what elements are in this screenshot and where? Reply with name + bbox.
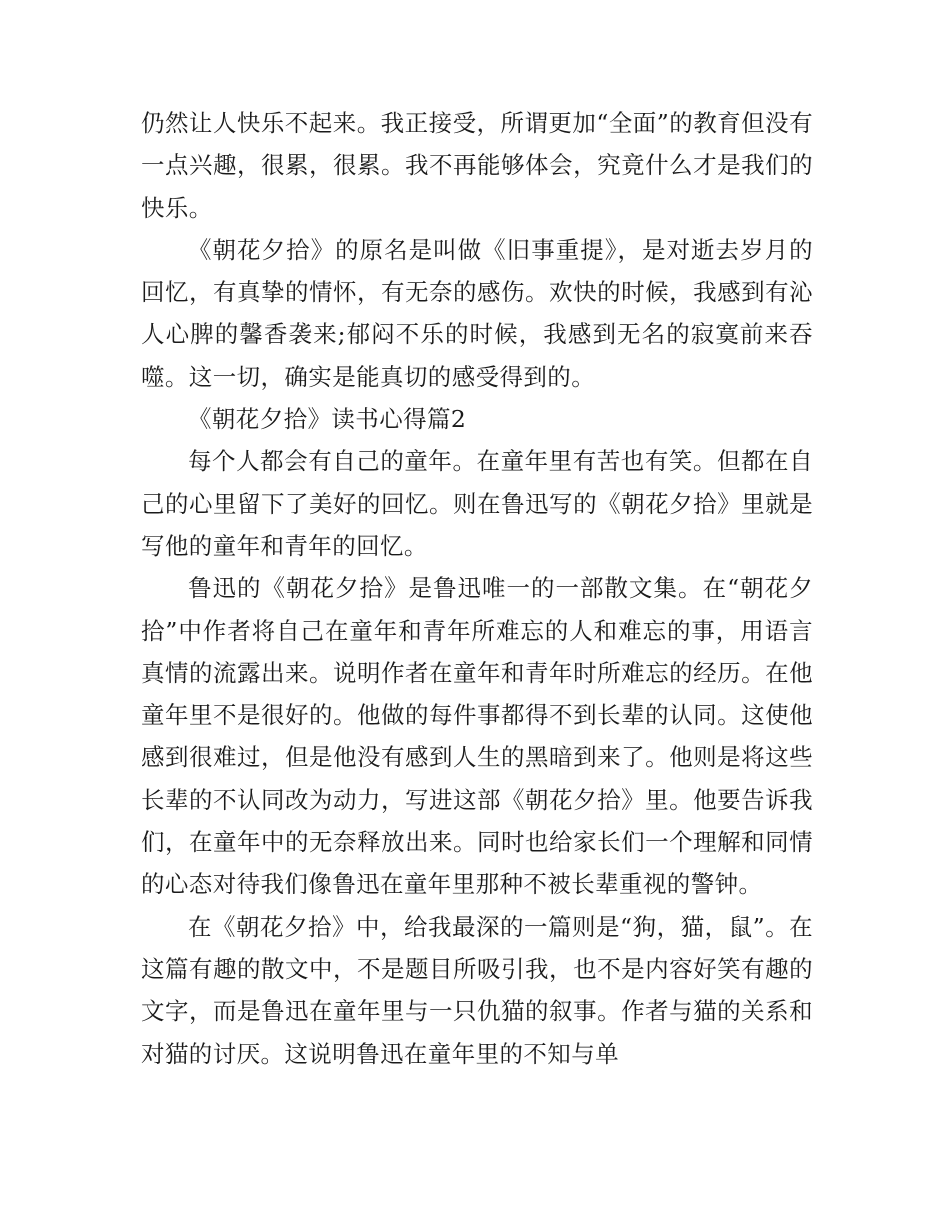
paragraph-dog-cat-mouse: 在《朝花夕拾》中，给我最深的一篇则是“狗，猫，鼠”。在这篇有趣的散文中，不是题目所吸引我，也不是内容好笑有趣的文字，而是鲁迅在童年里与一只仇猫的叙事。作者与猫的关系和对猫的讨厌。这说明鲁迅在童年里的不知与单	[141, 912, 813, 1068]
paragraph-essay-collection: 鲁迅的《朝花夕拾》是鲁迅唯一的一部散文集。在“朝花夕拾”中作者将自己在童年和青年所难忘的人和难忘的事，用语言真情的流露出来。说明作者在童年和青年时所难忘的经历。在他童年里不是很好的。他做的每件事都得不到长辈的认同。这使他感到很难过，但是他没有感到人生的黑暗到来了。他则是将这些长辈的不认同改为动力，写进这部《朝花夕拾》里。他要告诉我们，在童年中的无奈释放出来。同时也给家长们一个理解和同情的心态对待我们像鲁迅在童年里那种不被长辈重视的警钟。	[141, 574, 813, 899]
document-body	[141, 102, 813, 1075]
paragraph-original-title: 《朝花夕拾》的原名是叫做《旧事重提》，是对逝去岁月的回忆，有真挚的情怀，有无奈的感伤。欢快的时候，我感到有沁人心脾的馨香袭来;郁闷不乐的时候，我感到无名的寂寞前来吞噬。这一切，确实是能真切的感受得到的。	[141, 235, 813, 391]
paragraph-childhood: 每个人都会有自己的童年。在童年里有苦也有笑。但都在自己的心里留下了美好的回忆。则在鲁迅写的《朝花夕拾》里就是写他的童年和青年的回忆。	[141, 447, 813, 560]
section-heading: 《朝花夕拾》读书心得篇2	[188, 405, 467, 434]
paragraph-continuation: 仍然让人快乐不起来。我正接受，所谓更加“全面”的教育但没有一点兴趣，很累，很累。我不再能够体会，究竟什么才是我们的快乐。	[141, 109, 813, 222]
